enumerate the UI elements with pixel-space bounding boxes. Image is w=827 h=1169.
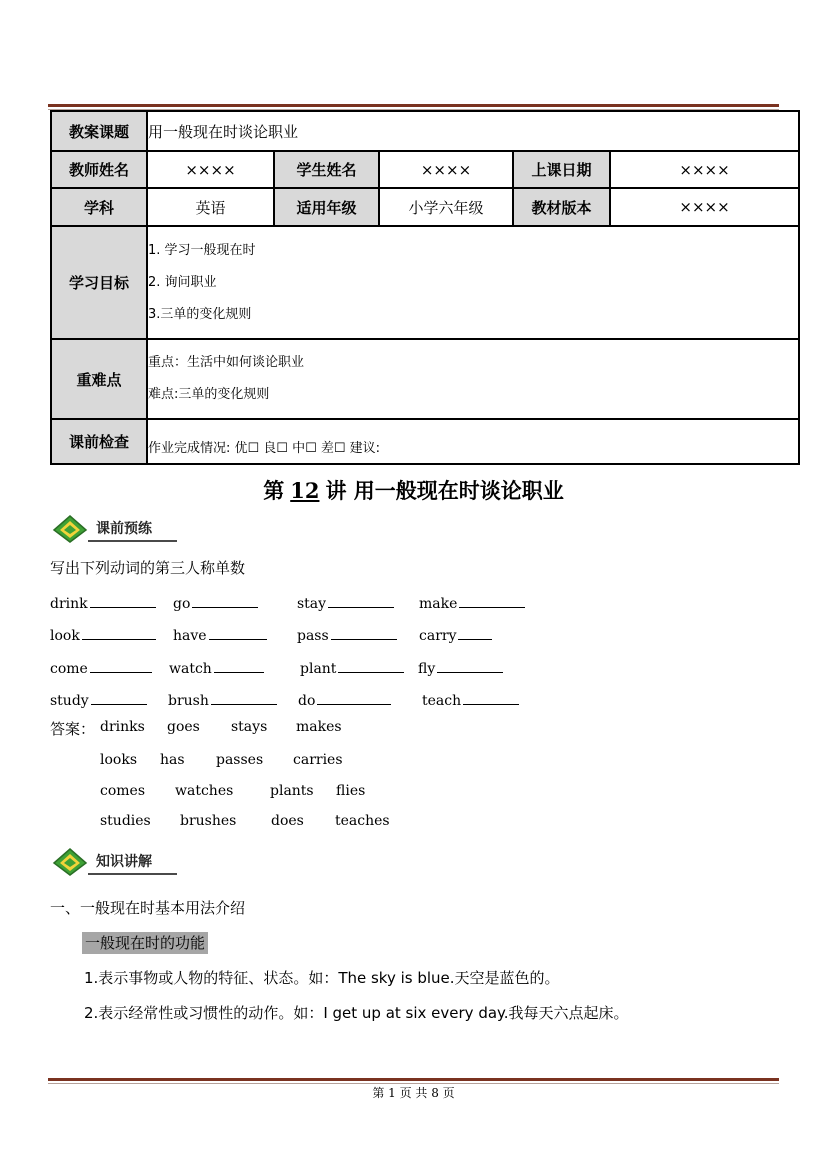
verb: look	[50, 628, 80, 644]
key-cell	[147, 339, 799, 419]
course-topic-value: 用一般现在时谈论职业	[147, 111, 799, 151]
textbook-label: 教材版本	[513, 188, 610, 226]
grade-value: 小学六年级	[379, 188, 513, 226]
subject-value: 英语	[147, 188, 274, 226]
answer: plants	[270, 783, 314, 799]
check-label: 课前检查	[51, 419, 147, 464]
teacher-label: 教师姓名	[51, 151, 147, 188]
verb: go	[173, 596, 191, 612]
check-text: 作业完成情况: 优☐ 良☐ 中☐ 差☐ 建议:	[148, 441, 381, 456]
answer: has	[160, 752, 185, 768]
title-prefix: 第	[263, 478, 285, 503]
function-point-1: 1.表示事物或人物的特征、状态。如：The sky is blue.天空是蓝色的。	[84, 969, 560, 987]
book-icon	[52, 845, 92, 877]
answer: watches	[175, 783, 234, 799]
verb: have	[173, 628, 207, 644]
lesson-info-table	[50, 110, 800, 465]
lesson-title	[0, 475, 827, 505]
date-label: 上课日期	[513, 151, 610, 188]
section-heading: 一、一般现在时基本用法介绍	[50, 899, 246, 917]
book-icon	[52, 512, 92, 544]
page-number: 第 1 页 共 8 页	[372, 1086, 455, 1100]
answer: flies	[336, 783, 366, 799]
verb: plant	[300, 661, 337, 677]
answer: drinks	[100, 719, 145, 735]
answer: comes	[100, 783, 146, 799]
answer: looks	[100, 752, 138, 768]
knowledge-badge	[52, 845, 177, 879]
check-cell	[147, 419, 799, 464]
answer: goes	[167, 719, 200, 735]
subject-label: 学科	[51, 188, 147, 226]
teacher-value: ××××	[147, 151, 274, 188]
answer: brushes	[180, 813, 237, 829]
student-value: ××××	[379, 151, 513, 188]
verb: teach	[422, 693, 462, 709]
date-value: ××××	[610, 151, 799, 188]
goals-cell	[147, 226, 799, 339]
verb: carry	[419, 628, 457, 644]
answer: stays	[231, 719, 268, 735]
student-label: 学生姓名	[274, 151, 379, 188]
verb: study	[50, 693, 89, 709]
preview-badge	[52, 512, 177, 546]
verb: brush	[168, 693, 209, 709]
verb: drink	[50, 596, 88, 612]
answer: makes	[296, 719, 342, 735]
verb: come	[50, 661, 88, 677]
answer-label: 答案：	[50, 720, 96, 738]
verb: fly	[418, 661, 436, 677]
answer: teaches	[335, 813, 390, 829]
instruction-text: 写出下列动词的第三人称单数	[50, 559, 246, 577]
key-point: 重点：生活中如何谈论职业	[148, 355, 305, 370]
preview-badge-label: 课前预练	[96, 521, 152, 537]
function-point-2: 2.表示经常性或习惯性的动作。如：I get up at six every day.我每天六点起床。	[84, 1004, 629, 1022]
key-label: 重难点	[51, 339, 147, 419]
answer: passes	[216, 752, 264, 768]
answer: does	[271, 813, 304, 829]
verb: make	[419, 596, 458, 612]
grade-label: 适用年级	[274, 188, 379, 226]
answer: studies	[100, 813, 151, 829]
section-subheading: 一般现在时的功能	[82, 932, 208, 953]
answer: carries	[293, 752, 343, 768]
goal-item: 1. 学习一般现在时	[148, 242, 256, 258]
verb: do	[298, 693, 316, 709]
textbook-value: ××××	[610, 188, 799, 226]
goal-item: 2. 询问职业	[148, 274, 217, 290]
title-number: 12	[290, 478, 320, 503]
goal-item: 3.三单的变化规则	[148, 306, 252, 322]
verb: watch	[169, 661, 212, 677]
goals-label: 学习目标	[51, 226, 147, 339]
verb: stay	[297, 596, 327, 612]
knowledge-badge-label: 知识讲解	[96, 854, 152, 870]
difficult-point: 难点:三单的变化规则	[148, 387, 270, 402]
title-suffix: 讲 用一般现在时谈论职业	[325, 478, 564, 503]
course-topic-label: 教案课题	[51, 111, 147, 151]
verb: pass	[297, 628, 329, 644]
